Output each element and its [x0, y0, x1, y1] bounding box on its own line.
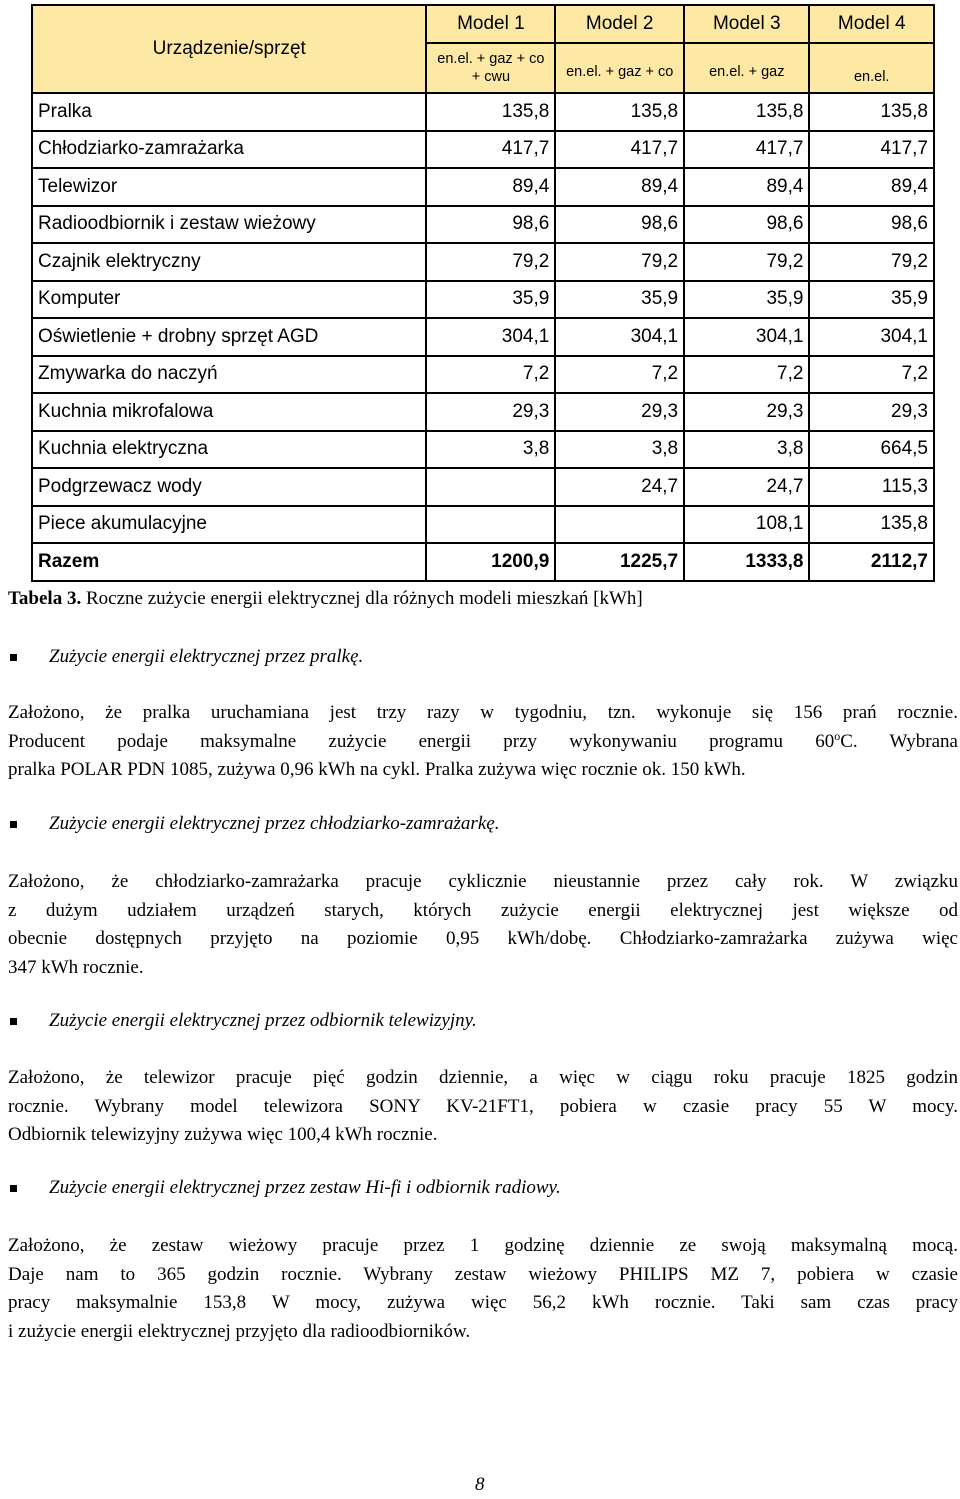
paragraph-line: 347 kWh rocznie.: [8, 956, 144, 978]
paragraph-line: Założono, że chłodziarko-zamrażarka pracuje cyklicznie nieustannie przez cały rok. W związku: [8, 871, 958, 892]
section-heading-text: Zużycie energii elektrycznej przez chłodziarko-zamrażarkę.: [49, 813, 500, 834]
value-cell-model-4: 35,9: [809, 281, 934, 319]
table-row: [32, 318, 934, 356]
value-cell-model-4: 29,3: [809, 393, 934, 431]
total-model-2: 1225,7: [555, 543, 684, 581]
value-cell-model-3: 3,8: [684, 431, 809, 469]
header-model-4-type: [809, 43, 934, 93]
value-cell-model-4: 98,6: [809, 206, 934, 244]
model-2-type-text: en.el. + gaz + co: [566, 63, 674, 80]
value-cell-model-1: 135,8: [426, 93, 555, 131]
page-number: 8: [475, 1474, 485, 1495]
value-cell-model-1: [426, 506, 555, 544]
paragraph-line: rocznie. Wybrany model telewizora SONY KV-21FT1, pobiera w czasie pracy 55 W mocy.: [8, 1095, 958, 1117]
table-row: [32, 393, 934, 431]
value-cell-model-3: 89,4: [684, 168, 809, 206]
table-row: [32, 506, 934, 544]
value-cell-model-1: 29,3: [426, 393, 555, 431]
bullet-square-icon: [10, 821, 17, 828]
value-cell-model-3: 135,8: [684, 93, 809, 131]
device-name-cell: Chłodziarko-zamrażarka: [32, 131, 426, 169]
header-device: Urządzenie/sprzęt: [32, 5, 426, 93]
device-name-cell: Zmywarka do naczyń: [32, 356, 426, 394]
table-row: [32, 468, 934, 506]
value-cell-model-1: 7,2: [426, 356, 555, 394]
paragraph-line: Założono, że telewizor pracuje pięć godzin dziennie, a więc w ciągu roku pracuje 1825 godzin: [8, 1067, 958, 1088]
value-cell-model-4: 304,1: [809, 318, 934, 356]
value-cell-model-4: 115,3: [809, 468, 934, 506]
value-cell-model-2: 35,9: [555, 281, 684, 319]
value-cell-model-4: 79,2: [809, 243, 934, 281]
paragraph-line: Założono, że zestaw wieżowy pracuje przez 1 godzinę dziennie ze swoją maksymalną mocą.: [8, 1235, 958, 1256]
device-name-cell: Telewizor: [32, 168, 426, 206]
value-cell-model-2: 79,2: [555, 243, 684, 281]
device-name-cell: Radioodbiornik i zestaw wieżowy: [32, 206, 426, 244]
bullet-square-icon: [10, 654, 17, 661]
paragraph-line: [8, 728, 958, 757]
device-name-cell: Komputer: [32, 281, 426, 319]
device-name-cell: Kuchnia elektryczna: [32, 431, 426, 469]
table-row: [32, 168, 934, 206]
value-cell-model-2: 7,2: [555, 356, 684, 394]
line-text-tail: C. Wybrana: [840, 730, 958, 752]
model-1-type-line-2: + cwu: [471, 69, 511, 85]
paragraph-hifi: [8, 1232, 958, 1346]
paragraph-fridge: [8, 868, 958, 982]
value-cell-model-1: 89,4: [426, 168, 555, 206]
caption-label: Tabela 3.: [8, 588, 82, 609]
degree-superscript: o: [834, 728, 841, 743]
table-header-models: [32, 5, 934, 43]
value-cell-model-3: 108,1: [684, 506, 809, 544]
paragraph-washing-machine: [8, 699, 958, 785]
header-model-3-type: [684, 43, 809, 93]
caption-text: Roczne zużycie energii elektrycznej dla różnych modeli mieszkań [kWh]: [81, 588, 643, 609]
header-model-2: Model 2: [555, 5, 684, 43]
section-heading-text: Zużycie energii elektrycznej przez odbiornik telewizyjny.: [49, 1010, 477, 1031]
paragraph-line: pracy maksymalnie 153,8 W mocy, zużywa więc 56,2 kWh rocznie. Taki sam czas pracy: [8, 1292, 958, 1313]
value-cell-model-2: [555, 506, 684, 544]
value-cell-model-2: 29,3: [555, 393, 684, 431]
total-label: Razem: [32, 543, 426, 581]
device-name-cell: Pralka: [32, 93, 426, 131]
total-model-3: 1333,8: [684, 543, 809, 581]
total-model-1: 1200,9: [426, 543, 555, 581]
line-text: Producent podaje maksymalne zużycie energii przy wykonywaniu programu 60: [8, 730, 835, 752]
device-name-cell: Oświetlenie + drobny sprzęt AGD: [32, 318, 426, 356]
value-cell-model-2: 89,4: [555, 168, 684, 206]
header-model-4: Model 4: [809, 5, 934, 43]
header-model-1-type: [426, 43, 555, 93]
bullet-square-icon: [10, 1018, 17, 1025]
value-cell-model-3: 79,2: [684, 243, 809, 281]
model-3-type-text: en.el. + gaz: [709, 63, 785, 80]
section-heading-text: Zużycie energii elektrycznej przez zestaw Hi-fi i odbiornik radiowy.: [49, 1177, 561, 1198]
table-row: [32, 206, 934, 244]
table-body: [32, 93, 934, 543]
value-cell-model-1: [426, 468, 555, 506]
value-cell-model-2: 3,8: [555, 431, 684, 469]
value-cell-model-2: 135,8: [555, 93, 684, 131]
bullet-square-icon: [10, 1185, 17, 1192]
paragraph-line: Założono, że pralka uruchamiana jest trzy razy w tygodniu, tzn. wykonuje się 156 prań rocznie.: [8, 702, 958, 723]
paragraph-line: Odbiornik telewizyjny zużywa więc 100,4 kWh rocznie.: [8, 1124, 438, 1145]
table-row: [32, 243, 934, 281]
total-model-4: 2112,7: [809, 543, 934, 581]
value-cell-model-4: 417,7: [809, 131, 934, 169]
value-cell-model-3: 7,2: [684, 356, 809, 394]
value-cell-model-3: 304,1: [684, 318, 809, 356]
table-row: [32, 281, 934, 319]
paragraph-tv: [8, 1064, 958, 1150]
paragraph-line: z dużym udziałem urządzeń starych, których zużycie energii elektrycznej jest większe od: [8, 899, 958, 921]
value-cell-model-3: 24,7: [684, 468, 809, 506]
value-cell-model-4: 135,8: [809, 93, 934, 131]
value-cell-model-4: 664,5: [809, 431, 934, 469]
value-cell-model-1: 3,8: [426, 431, 555, 469]
value-cell-model-3: 29,3: [684, 393, 809, 431]
header-model-3: Model 3: [684, 5, 809, 43]
device-name-cell: Kuchnia mikrofalowa: [32, 393, 426, 431]
model-1-type-line-1: en.el. + gaz + co: [437, 50, 545, 67]
table-row: [32, 431, 934, 469]
device-name-cell: Czajnik elektryczny: [32, 243, 426, 281]
table-row: [32, 131, 934, 169]
value-cell-model-1: 35,9: [426, 281, 555, 319]
paragraph-line: obecnie dostępnych przyjęto na poziomie 0,95 kWh/dobę. Chłodziarko-zamrażarka zużywa więc: [8, 928, 958, 949]
value-cell-model-4: 7,2: [809, 356, 934, 394]
value-cell-model-3: 417,7: [684, 131, 809, 169]
value-cell-model-3: 98,6: [684, 206, 809, 244]
value-cell-model-1: 417,7: [426, 131, 555, 169]
table-caption: [8, 588, 643, 610]
table-row: [32, 93, 934, 131]
value-cell-model-3: 35,9: [684, 281, 809, 319]
paragraph-line: i zużycie energii elektrycznej przyjęto dla radioodbiorników.: [8, 1320, 471, 1342]
value-cell-model-1: 79,2: [426, 243, 555, 281]
energy-consumption-table: [31, 4, 935, 582]
value-cell-model-4: 89,4: [809, 168, 934, 206]
header-model-1: Model 1: [426, 5, 555, 43]
paragraph-line: pralka POLAR PDN 1085, zużywa 0,96 kWh na cykl. Pralka zużywa więc rocznie ok. 150 kWh.: [8, 759, 746, 780]
section-heading-text: Zużycie energii elektrycznej przez pralkę.: [49, 646, 364, 667]
value-cell-model-2: 304,1: [555, 318, 684, 356]
value-cell-model-2: 417,7: [555, 131, 684, 169]
paragraph-line: Daje nam to 365 godzin rocznie. Wybrany zestaw wieżowy PHILIPS MZ 7, pobiera w czasie: [8, 1263, 958, 1285]
device-name-cell: Piece akumulacyjne: [32, 506, 426, 544]
table-row: [32, 356, 934, 394]
value-cell-model-2: 24,7: [555, 468, 684, 506]
header-model-2-type: [555, 43, 684, 93]
value-cell-model-4: 135,8: [809, 506, 934, 544]
value-cell-model-1: 98,6: [426, 206, 555, 244]
device-name-cell: Podgrzewacz wody: [32, 468, 426, 506]
table-row-total: [32, 543, 934, 581]
value-cell-model-2: 98,6: [555, 206, 684, 244]
value-cell-model-1: 304,1: [426, 318, 555, 356]
model-4-type-text: en.el.: [853, 68, 890, 85]
